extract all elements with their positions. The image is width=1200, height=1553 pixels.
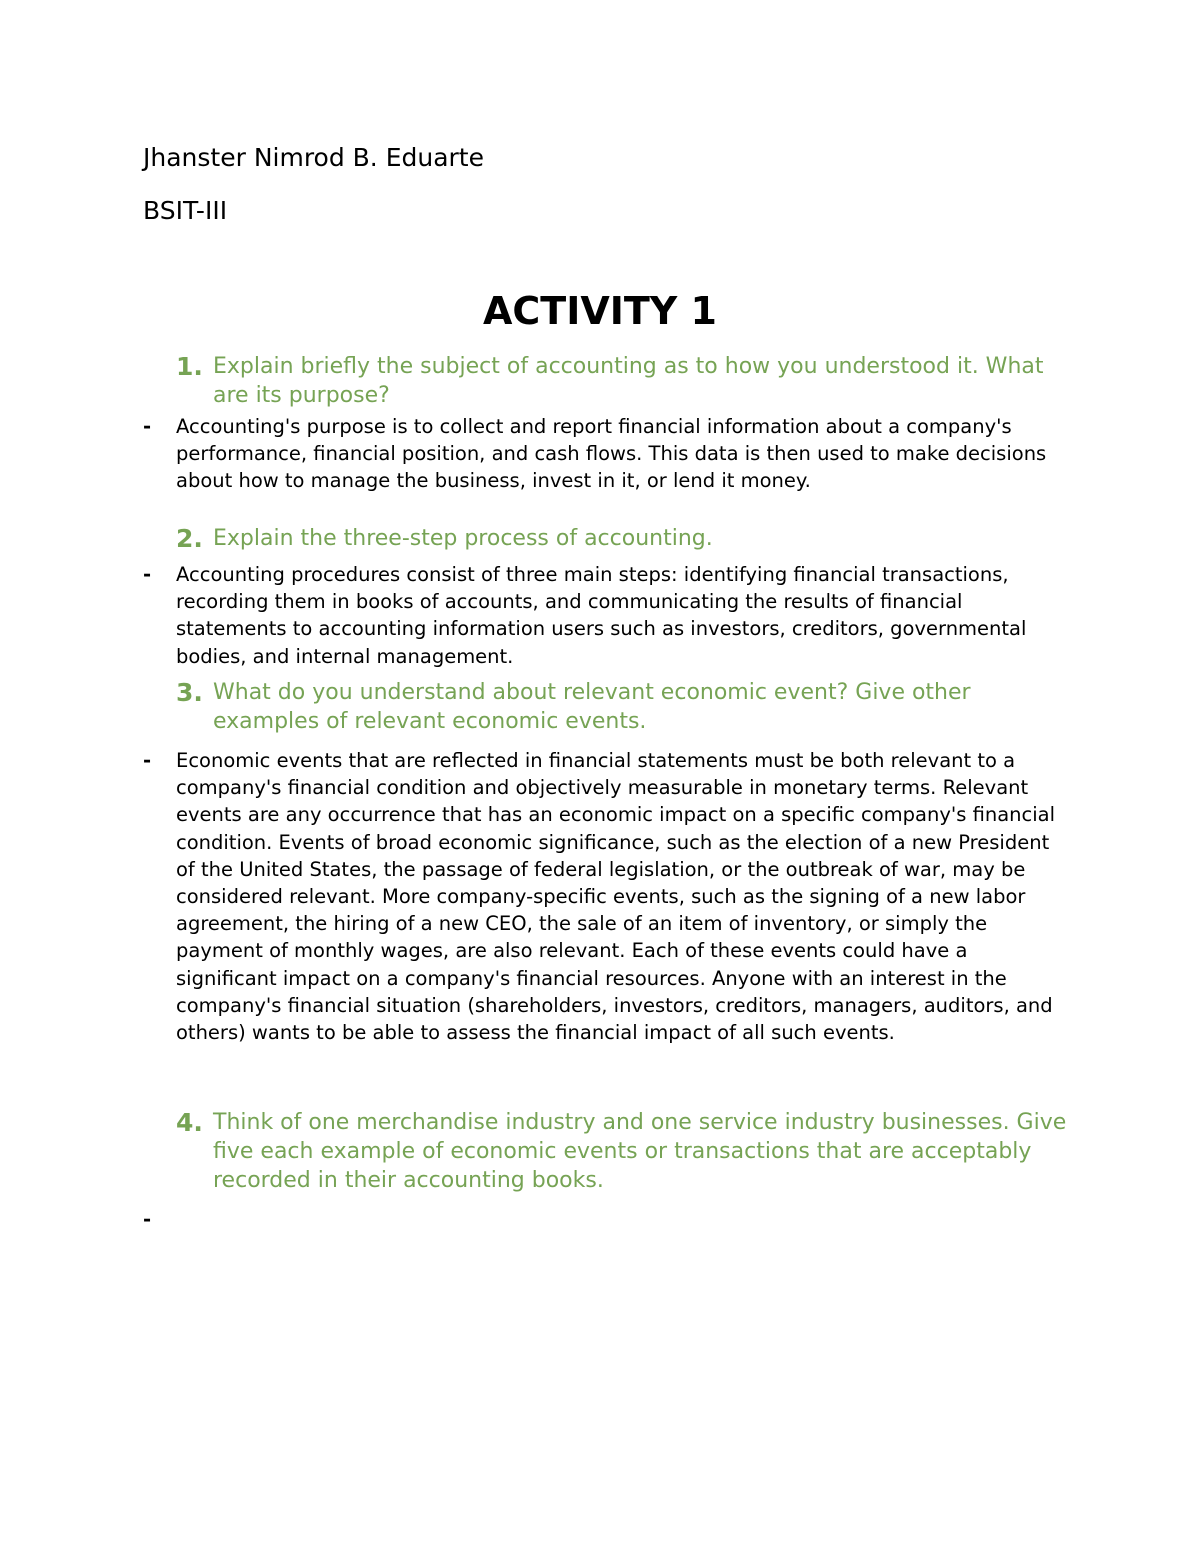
answer-text: Economic events that are reflected in financial statements must be both relevant to a company's financial condition and objectively measurable in monetary terms. Relevant events are any occurrence that has an economic impact on a specific company's financial condition. Events of broad economic significance, such as the election of a new President of the United States, the passage of federal legislation, or the outbreak of war, may be considered relevant. More company-specific events, such as the signing of a new labor agreement, the hiring of a new CEO, the sale of an item of inventory, or simply the payment of monthly wages, are also relevant. Each of these events could have a significant impact on a company's financial resources. Anyone with an interest in the company's financial situation (shareholders, investors, creditors, managers, auditors, and others) wants to be able to assess the financial impact of all such events. <box>176 749 1056 1045</box>
question-3 <box>176 678 1076 736</box>
answer-bullet: - <box>143 415 152 438</box>
question-4 <box>176 1108 1076 1195</box>
question-2 <box>176 524 1076 553</box>
question-number: 2. <box>176 524 203 553</box>
answer-2 <box>143 561 1063 670</box>
question-1 <box>176 352 1076 410</box>
question-text: Explain the three-step process of accounting. <box>213 526 713 551</box>
question-number: 3. <box>176 678 203 707</box>
answer-bullet: - <box>143 563 152 586</box>
answer-text: Accounting's purpose is to collect and report financial information about a company's performance, financial position, and cash flows. This data is then used to make decisions about how to manage the business, invest in it, or lend it money. <box>176 415 1047 493</box>
activity-title: ACTIVITY 1 <box>482 289 717 333</box>
question-number: 1. <box>176 352 203 381</box>
answer-text: Accounting procedures consist of three main steps: identifying financial transactions, recording them in books of accounts, and communicating the results of financial statements to accounting information users such as investors, creditors, governmental bodies, and internal management. <box>176 563 1027 668</box>
question-text: Think of one merchandise industry and one service industry businesses. Give five each example of economic events or transactions that are acceptably recorded in their accounting books. <box>213 1110 1067 1193</box>
student-section: BSIT-III <box>143 196 228 225</box>
answer-1 <box>143 413 1063 495</box>
student-name: Jhanster Nimrod B. Eduarte <box>143 143 484 172</box>
question-text: What do you understand about relevant economic event? Give other examples of relevant economic events. <box>213 680 971 734</box>
answer-3 <box>143 747 1063 1046</box>
answer-bullet: - <box>143 1208 152 1231</box>
question-text: Explain briefly the subject of accounting as to how you understood it. What are its purpose? <box>213 354 1044 408</box>
question-number: 4. <box>176 1108 203 1137</box>
answer-bullet: - <box>143 749 152 772</box>
